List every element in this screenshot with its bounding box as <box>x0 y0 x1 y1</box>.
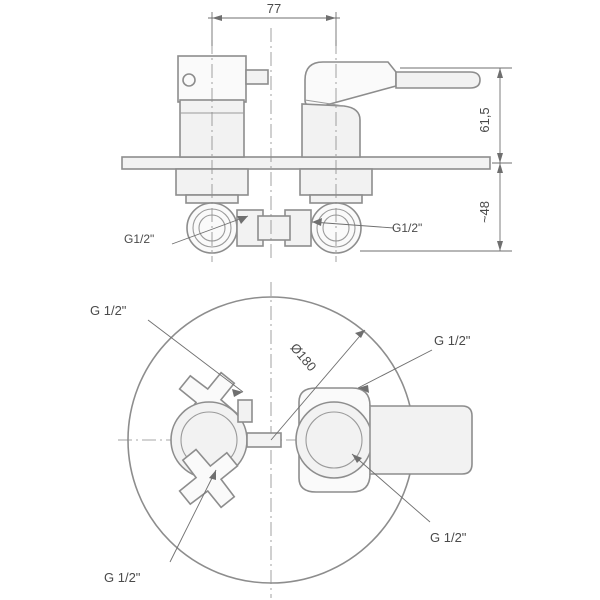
callout-plan-bottom-right-label: G 1/2" <box>430 530 467 545</box>
callout-elev-right-label: G1/2" <box>392 221 423 235</box>
dimension-77-label: 77 <box>266 1 282 16</box>
dimension-diameter-label: Ø180 <box>287 340 320 375</box>
callout-plan-bottom-left-label: G 1/2" <box>104 570 141 585</box>
dimension-48-label: ~48 <box>477 200 492 224</box>
dimension-615-label: 61,5 <box>477 107 492 133</box>
callout-plan-top-left-label: G 1/2" <box>90 303 127 318</box>
callout-plan-top-right-label: G 1/2" <box>434 333 471 348</box>
callout-elev-left-label: G1/2" <box>124 232 155 246</box>
